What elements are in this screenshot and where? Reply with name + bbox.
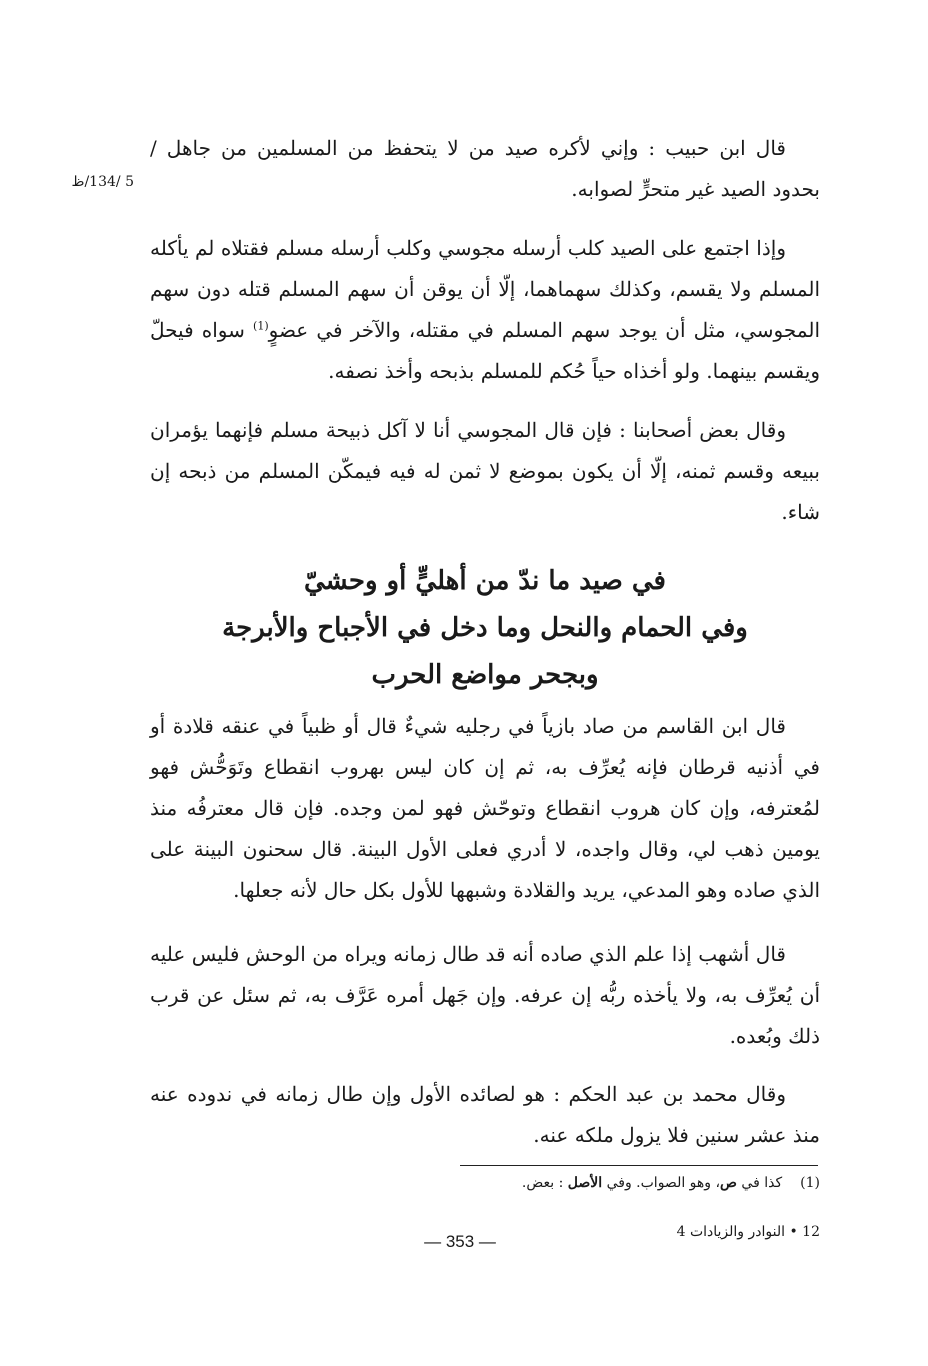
footnote-source-s: ص <box>720 1175 737 1191</box>
paragraph-text: قال ابن القاسم من صاد بازياً في رجليه شيءٌ قال أو ظبياً في عنقه قلادة أو في أذنيه قرطان فإنه يُعرِّف به، ثم إن كان ليس بهروب انقطاع وتَوَحُّش فهو لمُعترفه، وإن كان هروب انقطاع وتوحّش فهو لمن وجده. فإن قال معترفُه منذ يومين ذهب لي، وقال واجده، لا أدري فعلى الأول البينة. قال سحنون البينة على الذي صاده وهو المدعي، يريد والقلادة وشبهها للأول بكل حال لأنه جعلها. <box>150 714 820 902</box>
heading-line-1: في صيد ما ندّ من أهليٍّ أو وحشيّ <box>304 566 666 596</box>
paragraph-ibn-abd-alhakam <box>150 1074 820 1156</box>
heading-line-2: وفي الحمام والنحل وما دخل في الأجباح والأبرجة <box>222 613 748 643</box>
paragraph-magian-dog <box>150 228 820 392</box>
paragraph-ibn-alqasim <box>150 706 820 911</box>
paragraph-ibn-habib <box>150 128 820 210</box>
margin-folio-note: 5 /134/ظ <box>71 174 134 190</box>
footnote-divider <box>460 1165 818 1166</box>
footnote-number: (1) <box>800 1175 820 1191</box>
footnote-source-asl: الأصل <box>567 1175 603 1191</box>
paragraph-text: قال أشهب إذا علم الذي صاده أنه قد طال زمانه ويراه من الوحش فليس عليه أن يُعرِّف به، ولا يأخذه ربُّه إن عرفه. وإن جَهل أمره عَرَّف به، ثم سئل عن قرب ذلك وبُعده. <box>150 942 820 1048</box>
paragraph-text: قال ابن حبيب : وإني لأكره صيد من لا يتحفظ من المسلمين من جاهل / بحدود الصيد غير متحرٍّ لصوابه. <box>150 136 820 201</box>
footnote-text: ، وهو الصواب. وفي <box>602 1175 721 1191</box>
footnote <box>150 1170 820 1196</box>
signature-mark: 12 ‎• النوادر والزيادات 4 <box>676 1224 820 1240</box>
paragraph-text <box>150 228 820 392</box>
paragraph-text-part: سواه فيحلّ ويقسم بينهما. ولو أخذاه حياً حُكم للمسلم بذبحه وأخذ نصفه. <box>150 318 820 383</box>
page-number: — 353 — <box>424 1232 496 1251</box>
paragraph-text: وقال محمد بن عبد الحكم : هو لصائده الأول وإن طال زمانه في ندوده عنه منذ عشر سنين فلا يزول ملكه عنه. <box>150 1082 820 1147</box>
paragraph-ashhab <box>150 934 820 1057</box>
paragraph-some-companions <box>150 410 820 533</box>
paragraph-text: وقال بعض أصحابنا : فإن قال المجوسي أنا لا آكل ذبيحة مسلم فإنهما يؤمران ببيعه وقسم ثمنه، إلّا أن يكون بموضع لا ثمن له فيه فيمكّن المسلم من ذبحه إن شاء. <box>150 418 820 524</box>
heading-line-3: وبجحر مواضع الحرب <box>371 660 599 690</box>
footnote-text: كذا في <box>736 1175 783 1191</box>
section-heading <box>150 558 820 699</box>
footnote-text: : بعض. <box>521 1175 568 1191</box>
footnote-marker: (1) <box>253 319 269 333</box>
paragraph-text-part: وإذا اجتمع على الصيد كلب أرسله مجوسي وكلب أرسله مسلم فقتلاه لم يأكله المسلم ولا يقسم، وكذلك سهماهما، إلّا أن يوقن أن سهم المسلم قتله دون سهم المجوسي، مثل أن يوجد سهم المسلم في مقتله، والآخر في عضوٍ <box>150 236 820 342</box>
